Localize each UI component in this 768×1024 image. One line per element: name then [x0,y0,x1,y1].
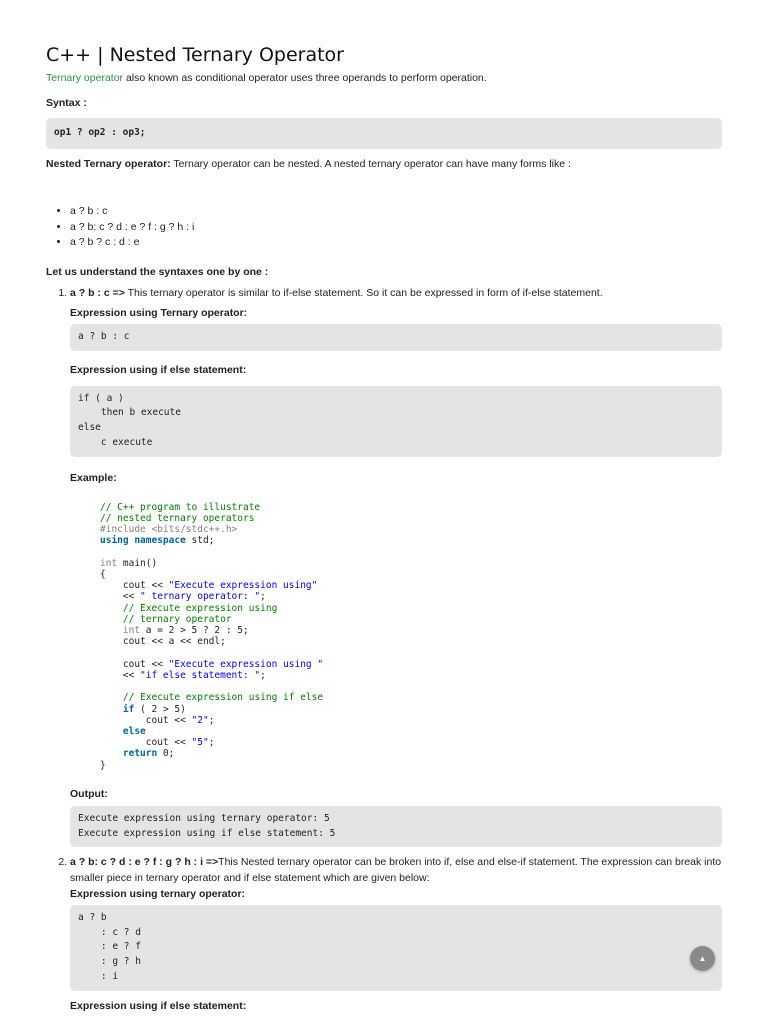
syntax-label: Syntax : [46,96,87,109]
scroll-to-top-button[interactable] [690,946,715,971]
page-title: C++ | Nested Ternary Operator [46,44,344,66]
item2-text: This Nested ternary operator can be broken into if, else and else-if statement. The expression can break into smaller piece in ternary operator and if else statement which are given below: [70,856,722,884]
item1-ternary-label: Expression using Ternary operator: [70,306,248,319]
example-code-block: // C++ program to illustrate // nested ternary operators #include <bits/stdc++.h> using namespace std; int main() { cout << "Execute expression using" << " ternary operator: "; // Execute expression using // ternary operator int a = 2 > 5 ? 2 : 5; cout << a << endl; cout << "Execute expression using " << "if else statement: "; // Execute expression using if else if ( 2 > 5) cout << "2"; else cout << "5"; return 0; } [100,501,324,771]
list-item: • a ? b : c [70,204,722,220]
item2-ifelse-label: Expression using if else statement: [70,999,247,1012]
intro-paragraph [46,71,722,86]
chevron-up-icon: ▲ [698,953,707,963]
syntax-code-box: op1 ? op2 : op3; [46,118,722,149]
intro-text: also known as conditional operator uses three operands to perform operation. [123,71,487,84]
example-label: Example: [70,471,117,484]
ternary-operator-link[interactable]: Ternary operator [46,71,124,84]
output-code: Execute expression using ternary operator: 5 Execute expression using if else statement: 5 [70,806,722,847]
list-item: • a ? b ? c : d : e [70,235,722,251]
list-item [70,286,722,847]
understand-label: Let us understand the syntaxes one by one : [46,266,269,279]
item2-head: a ? b: c ? d : e ? f : g ? h : i => [70,856,219,869]
syntax-explanations-list [46,286,722,1013]
output-label: Output: [70,787,108,800]
item1-ifelse-label: Expression using if else statement: [70,363,247,376]
item2-ternary-label: Expression using ternary operator: [70,887,246,900]
item1-ternary-code: a ? b : c [70,324,722,351]
item2-ternary-code: a ? b : c ? d : e ? f : g ? h : i [70,905,722,991]
item1-text: This ternary operator is similar to if-else statement. So it can be expressed in form of if-else statement. [124,287,603,300]
nested-label: Nested Ternary operator: [46,157,171,170]
item1-head: a ? b : c => [70,287,125,300]
list-item: • a ? b: c ? d : e ? f : g ? h : i [70,220,722,236]
forms-list [46,204,722,251]
item1-ifelse-code: if ( a ) then b execute else c execute [70,386,722,457]
nested-text: Ternary operator can be nested. A nested ternary operator can have many forms like : [170,157,571,170]
list-item [70,855,722,1013]
nested-paragraph [46,157,722,172]
